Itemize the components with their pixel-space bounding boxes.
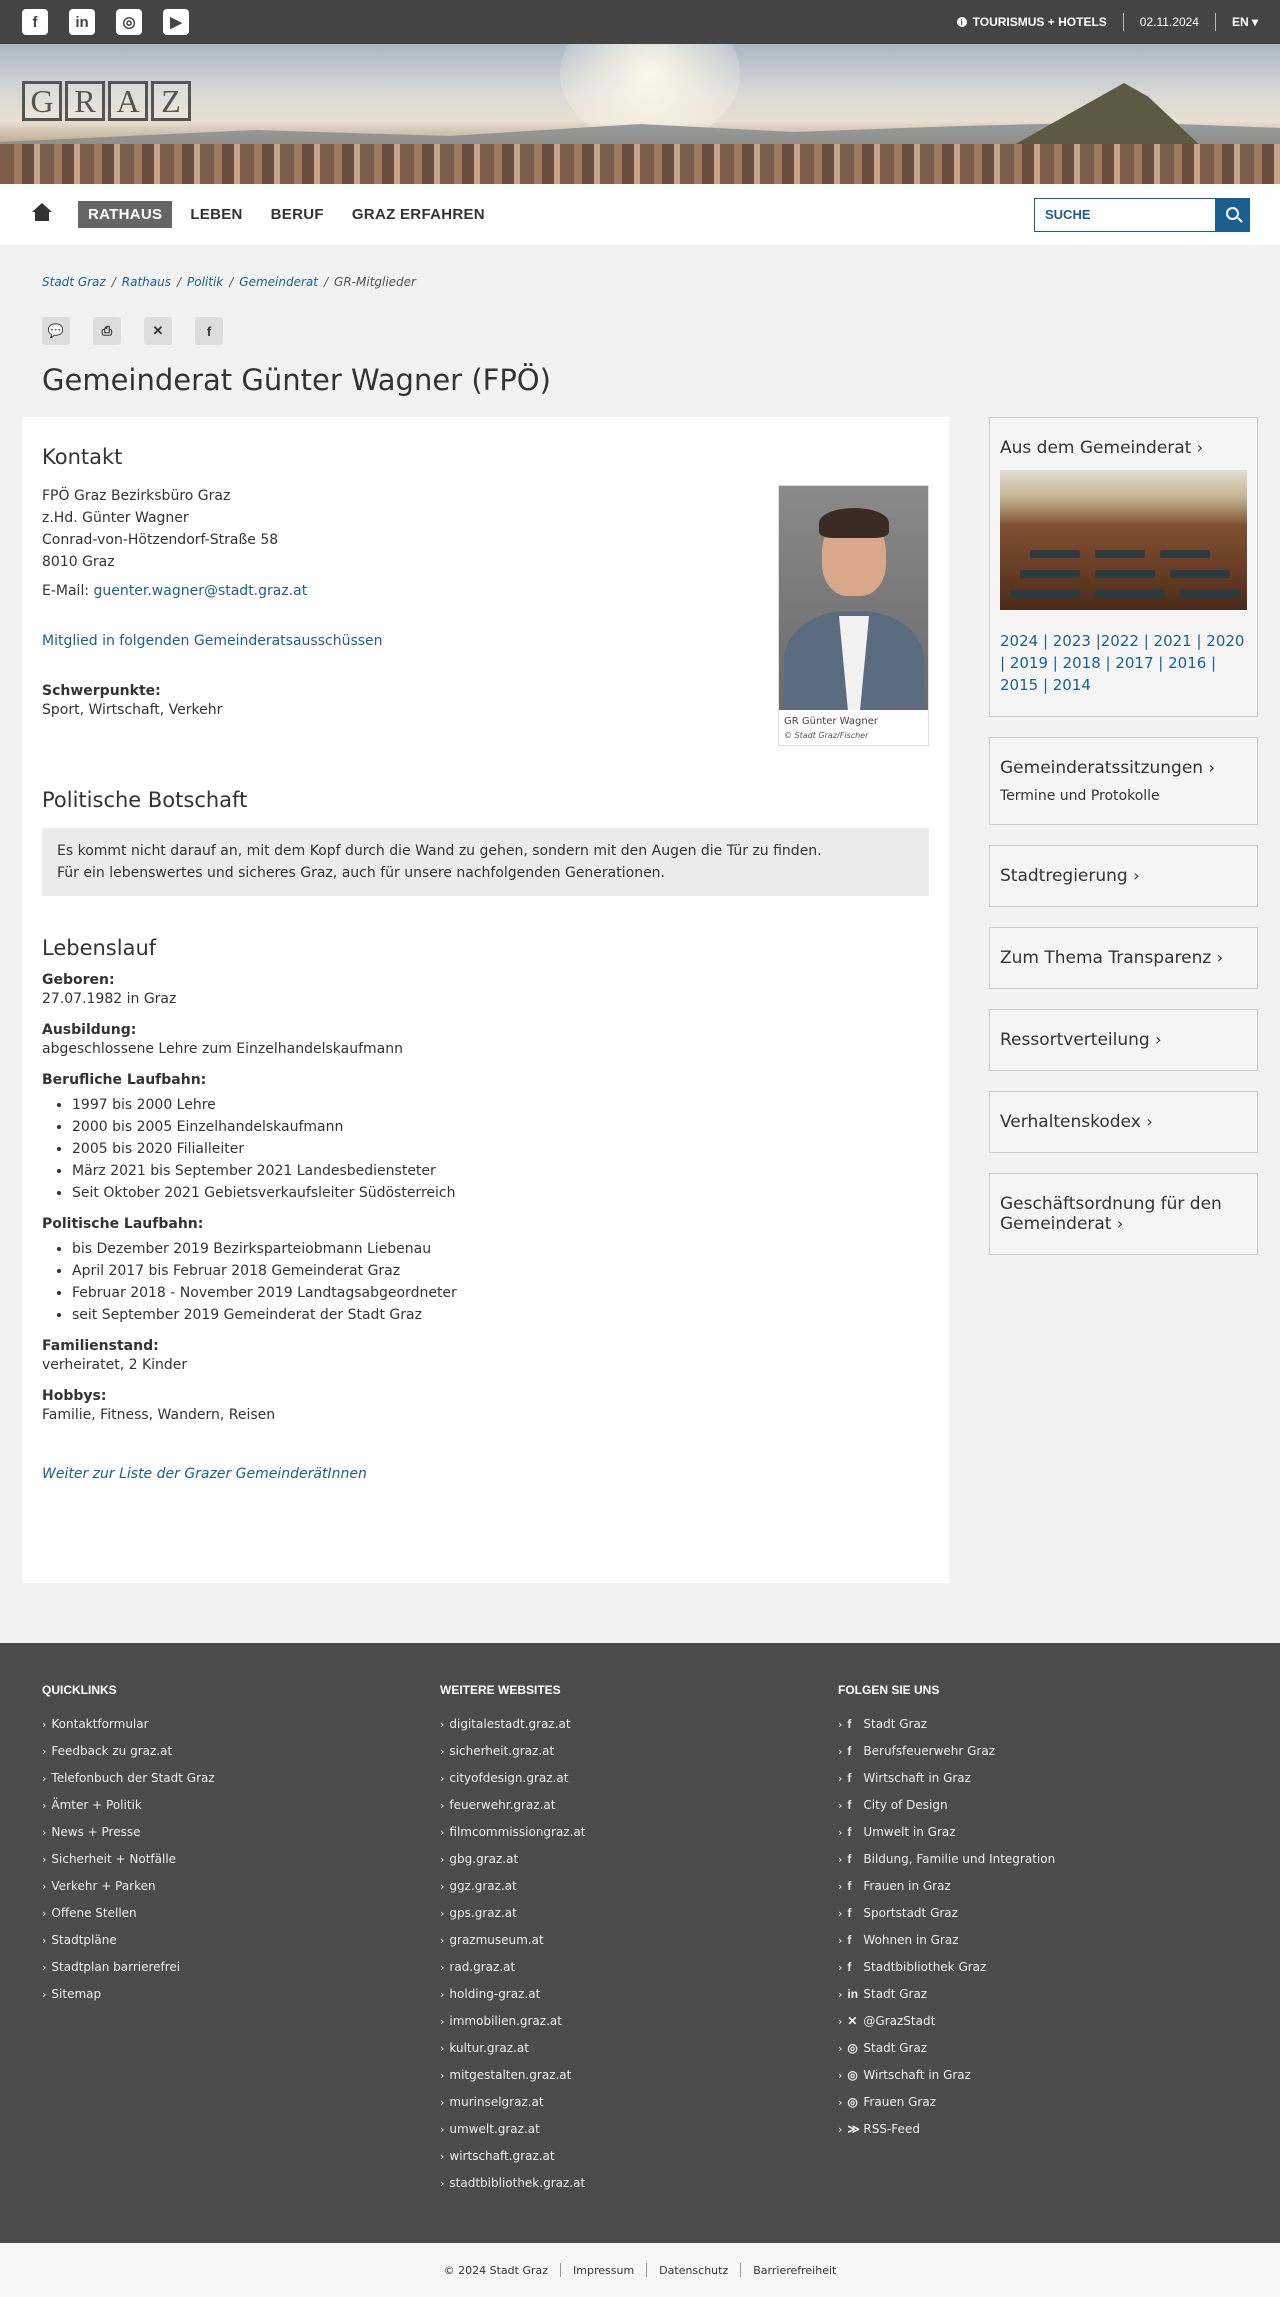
schwerpunkte-label: Schwerpunkte: <box>42 683 161 699</box>
footer-link-label: Wirtschaft in Graz <box>863 2068 971 2082</box>
sidebar <box>989 417 1258 1583</box>
footer-link[interactable] <box>42 1825 440 1852</box>
youtube-icon[interactable]: ▶ <box>163 9 189 35</box>
footer-link[interactable] <box>42 1798 440 1825</box>
footer-link-label: Wohnen in Graz <box>863 1933 959 1947</box>
chevron-right-icon: › <box>838 2015 843 2028</box>
footer-link-label: Telefonbuch der Stadt Graz <box>51 1771 215 1785</box>
footer-link-label: grazmuseum.at <box>449 1933 544 1947</box>
chevron-right-icon: › <box>42 1907 47 1920</box>
quote-line: Für ein lebenswertes und sicheres Graz, auch für unsere nachfolgenden Generationen. <box>57 865 666 881</box>
main-content <box>22 417 949 1583</box>
chevron-right-icon: › <box>440 2150 445 2163</box>
beruf-list <box>42 1094 929 1204</box>
twitter-icon[interactable]: ✕ <box>144 317 172 345</box>
email-label: E-Mail: <box>42 583 90 599</box>
list-item: • April 2017 bis Februar 2018 Gemeinderat Graz <box>72 1260 929 1282</box>
divider <box>1215 13 1216 31</box>
breadcrumb-stadt-graz[interactable]: Stadt Graz <box>42 275 106 289</box>
footer-quicklinks <box>42 1683 440 2203</box>
box-title: Geschäftsordnung für den Gemeinderat <box>1000 1194 1222 1234</box>
chevron-right-icon: › <box>1116 1214 1124 1233</box>
footer-link[interactable] <box>838 2014 1236 2041</box>
footer-heading: FOLGEN SIE UNS <box>838 1683 940 1697</box>
instagram-icon: ◎ <box>847 2041 858 2055</box>
footer-link-label: City of Design <box>863 1798 948 1812</box>
page-title: Gemeinderat Günter Wagner (FPÖ) <box>42 363 551 397</box>
footer-link-label: ggz.graz.at <box>449 1879 517 1893</box>
schwerpunkte-value: Sport, Wirtschaft, Verkehr <box>42 702 223 718</box>
footer-link-label: News + Presse <box>51 1825 141 1839</box>
chevron-right-icon: › <box>440 1853 445 1866</box>
footer-link-label: Stadtpläne <box>51 1933 117 1947</box>
footer-link-label: kultur.graz.at <box>449 2041 529 2055</box>
chevron-right-icon: › <box>42 1988 47 2001</box>
footer-link-label: sicherheit.graz.at <box>449 1744 555 1758</box>
logo-letter: R <box>65 81 105 121</box>
footer-link-label: filmcommissiongraz.at <box>449 1825 586 1839</box>
chevron-right-icon: › <box>42 1772 47 1785</box>
footer-link[interactable] <box>440 2014 838 2041</box>
footer-link-label: Stadt Graz <box>863 1987 928 2001</box>
list-item: • bis Dezember 2019 Bezirksparteiobmann Liebenau <box>72 1238 929 1260</box>
sidebar-box-gemeinderatssitzungen[interactable] <box>989 737 1258 825</box>
chevron-right-icon: › <box>440 1772 445 1785</box>
footer-link[interactable] <box>440 1933 838 1960</box>
familie-value: verheiratet, 2 Kinder <box>42 1357 188 1373</box>
chevron-right-icon: › <box>838 2123 843 2136</box>
facebook-icon: f <box>847 1906 852 1920</box>
footer-link-label: wirtschaft.graz.at <box>449 2149 555 2163</box>
footer-link[interactable] <box>838 1825 1236 1852</box>
footer-link[interactable] <box>838 1906 1236 1933</box>
box-title: Gemeinderatssitzungen <box>1000 758 1204 778</box>
footer-link-label: Umwelt in Graz <box>863 1825 956 1839</box>
search-form <box>1034 198 1250 232</box>
footer-link[interactable] <box>42 1744 440 1771</box>
aus-dem-gemeinderat-box <box>989 417 1258 717</box>
home-icon[interactable] <box>30 203 54 227</box>
chevron-right-icon: › <box>42 1745 47 1758</box>
footer-link[interactable] <box>440 1987 838 2014</box>
list-item: • März 2021 bis September 2021 Landesbediensteter <box>72 1160 929 1182</box>
facebook-icon: f <box>847 1960 852 1974</box>
copyright: © 2024 Stadt Graz <box>443 2263 549 2277</box>
footer-link-label: stadtbibliothek.graz.at <box>449 2176 586 2190</box>
comment-icon[interactable]: 💬 <box>42 317 70 345</box>
nav-leben[interactable]: LEBEN <box>190 206 243 223</box>
chevron-right-icon: › <box>440 1988 445 2001</box>
sidebar-box-geschaeftsordnung[interactable] <box>989 1173 1258 1255</box>
box-title: Zum Thema Transparenz <box>1000 948 1212 968</box>
chevron-right-icon: › <box>838 1853 843 1866</box>
facebook-icon: f <box>847 1852 852 1866</box>
chevron-right-icon: › <box>838 1988 843 2001</box>
footer-link-label: Bildung, Familie und Integration <box>863 1852 1056 1866</box>
current-date: 02.11.2024 <box>1139 15 1199 29</box>
sidebar-box-transparenz[interactable] <box>989 927 1258 989</box>
chevron-right-icon: › <box>1216 948 1224 967</box>
footer-link[interactable] <box>440 1717 838 1744</box>
linkedin-icon: in <box>847 1987 859 2001</box>
chevron-right-icon: › <box>1133 866 1140 885</box>
botschaft-quote <box>42 828 929 896</box>
footer-link[interactable] <box>440 2176 838 2203</box>
chevron-right-icon: › <box>838 1826 843 1839</box>
chevron-right-icon: › <box>42 1826 47 1839</box>
footer-link-label: Sitemap <box>51 1987 102 2001</box>
facebook-icon: f <box>847 1717 852 1731</box>
footer-link[interactable] <box>440 1852 838 1879</box>
chevron-right-icon: › <box>42 1961 47 1974</box>
footer-link-label: feuerwehr.graz.at <box>449 1798 556 1812</box>
chevron-right-icon: › <box>838 1934 843 1947</box>
nav-beruf[interactable]: BERUF <box>270 206 324 223</box>
footer-link[interactable] <box>440 2041 838 2068</box>
facebook-icon: f <box>847 1879 852 1893</box>
chevron-right-icon: › <box>440 1718 445 1731</box>
rss-icon: ≫ <box>847 2122 860 2136</box>
chevron-right-icon: › <box>1196 438 1204 457</box>
footer-link[interactable] <box>838 1879 1236 1906</box>
hobbys-value: Familie, Fitness, Wandern, Reisen <box>42 1407 276 1423</box>
breadcrumb-politik[interactable]: Politik <box>187 275 224 289</box>
chevron-right-icon: › <box>440 1961 445 1974</box>
chevron-right-icon: › <box>838 1907 843 1920</box>
footer-link[interactable] <box>42 1717 440 1744</box>
lebenslauf-heading: Lebenslauf <box>42 936 157 960</box>
chevron-right-icon: › <box>440 2123 445 2136</box>
footer-link-label: mitgestalten.graz.at <box>449 2068 572 2082</box>
facebook-icon[interactable]: f <box>195 317 223 345</box>
chevron-right-icon: › <box>838 2042 843 2055</box>
lebenslauf-section <box>42 936 929 1482</box>
divider <box>1123 13 1124 31</box>
footer-link[interactable] <box>838 1771 1236 1798</box>
sidebar-box-stadtregierung[interactable] <box>989 845 1258 907</box>
chevron-right-icon: › <box>838 2069 843 2082</box>
chevron-right-icon: › <box>440 1907 445 1920</box>
chevron-right-icon: › <box>1208 758 1215 777</box>
facebook-icon: f <box>847 1933 852 1947</box>
footer-link-label: Feedback zu graz.at <box>51 1744 173 1758</box>
beruf-label: Berufliche Laufbahn: <box>42 1072 207 1088</box>
logo-letter: Z <box>151 81 191 121</box>
facebook-icon: f <box>847 1771 852 1785</box>
footer-link[interactable] <box>42 1879 440 1906</box>
footer-link-label: Stadt Graz <box>863 2041 928 2055</box>
top-bar <box>0 0 1280 44</box>
footer-link-label: cityofdesign.graz.at <box>449 1771 569 1785</box>
footer-link[interactable] <box>440 2095 838 2122</box>
email-row <box>42 583 383 599</box>
instagram-icon: ◎ <box>847 2068 858 2082</box>
barrierefreiheit-link[interactable]: Barrierefreiheit <box>753 2263 837 2277</box>
instagram-icon: ◎ <box>847 2095 858 2109</box>
footer-link-label: immobilien.graz.at <box>449 2014 562 2028</box>
footer-link[interactable] <box>838 1717 1236 1744</box>
address-line: 8010 Graz <box>42 554 115 570</box>
list-item: • 2000 bis 2005 Einzelhandelskaufmann <box>72 1116 929 1138</box>
ausbildung-label: Ausbildung: <box>42 1022 137 1038</box>
graz-logo[interactable] <box>22 81 191 121</box>
chevron-right-icon: › <box>440 1934 445 1947</box>
tourismus-label: TOURISMUS + HOTELS <box>972 15 1107 29</box>
city-skyline <box>0 144 1280 184</box>
top-right <box>957 13 1258 31</box>
footer-heading: WEITERE WEBSITES <box>440 1683 561 1697</box>
box-title: Stadtregierung <box>1000 866 1128 886</box>
footer-link[interactable] <box>42 1852 440 1879</box>
geboren-label: Geboren: <box>42 972 115 988</box>
list-item: • Seit Oktober 2021 Gebietsverkaufsleiter Südösterreich <box>72 1182 929 1204</box>
search-input[interactable] <box>1034 198 1216 232</box>
footer-link-label: Ämter + Politik <box>51 1798 142 1812</box>
politik-label: Politische Laufbahn: <box>42 1216 204 1232</box>
sidebar-box-ressortverteilung[interactable] <box>989 1009 1258 1071</box>
footer-link-label: umwelt.graz.at <box>449 2122 540 2136</box>
footer-link-label: holding-graz.at <box>449 1987 541 2001</box>
chevron-right-icon: › <box>42 1934 47 1947</box>
footer-link-label: gbg.graz.at <box>449 1852 519 1866</box>
footer-link-label: RSS-Feed <box>863 2122 920 2136</box>
ausbildung-value: abgeschlossene Lehre zum Einzelhandelskaufmann <box>42 1041 403 1057</box>
chevron-right-icon: › <box>42 1799 47 1812</box>
chevron-right-icon: › <box>838 1772 843 1785</box>
facebook-icon: f <box>847 1744 852 1758</box>
chevron-right-icon: › <box>1146 1112 1153 1131</box>
footer-link[interactable] <box>838 1852 1236 1879</box>
footer-link-label: Stadtplan barrierefrei <box>51 1960 181 1974</box>
info-icon: i <box>957 17 967 27</box>
footer-link[interactable] <box>838 2068 1236 2095</box>
nav-rathaus[interactable]: RATHAUS <box>78 201 172 228</box>
portrait-image <box>779 486 928 710</box>
list-item: • Februar 2018 - November 2019 Landtagsabgeordneter <box>72 1282 929 1304</box>
chevron-right-icon: › <box>440 1880 445 1893</box>
footer-link[interactable] <box>838 2122 1236 2149</box>
aus-dem-gemeinderat-link[interactable] <box>1000 438 1247 458</box>
footer-link-label: Frauen in Graz <box>863 1879 951 1893</box>
list-item: • seit September 2019 Gemeinderat der Stadt Graz <box>72 1304 929 1326</box>
footer-link[interactable] <box>838 2041 1236 2068</box>
tourismus-link[interactable] <box>957 15 1107 29</box>
language-selector[interactable]: EN ▾ <box>1231 15 1258 29</box>
chevron-right-icon: › <box>838 1799 843 1812</box>
kontakt-heading: Kontakt <box>42 445 123 469</box>
box-title: Aus dem Gemeinderat <box>1000 438 1192 458</box>
footer-websites <box>440 1683 838 2203</box>
footer-link[interactable] <box>440 2068 838 2095</box>
footer-link[interactable] <box>440 1798 838 1825</box>
footer-link-label: Berufsfeuerwehr Graz <box>863 1744 996 1758</box>
footer-link-label: Sicherheit + Notfälle <box>51 1852 177 1866</box>
chevron-right-icon: › <box>440 2042 445 2055</box>
email-link[interactable]: guenter.wagner@stadt.graz.at <box>93 583 308 599</box>
breadcrumb: Stadt Graz / Rathaus / Politik / Gemeinderat / GR-Mitglieder <box>42 275 416 289</box>
footer-link[interactable] <box>440 1744 838 1771</box>
photo-caption: GR Günter Wagner <box>784 716 878 727</box>
footer-link[interactable] <box>838 1744 1236 1771</box>
facebook-icon: f <box>847 1798 852 1812</box>
quote-line: Es kommt nicht darauf an, mit dem Kopf durch die Wand zu gehen, sondern mit den Augen die Tür zu finden. <box>57 843 822 859</box>
chevron-right-icon: › <box>42 1718 47 1731</box>
footer-link[interactable] <box>440 1906 838 1933</box>
footer-link-label: Stadt Graz <box>863 1717 928 1731</box>
logo-letter: A <box>108 81 148 121</box>
hobbys-label: Hobbys: <box>42 1388 107 1404</box>
bottom-bar <box>0 2243 1280 2297</box>
sidebar-box-verhaltenskodex[interactable] <box>989 1091 1258 1153</box>
chevron-right-icon: › <box>440 1799 445 1812</box>
logo-letter: G <box>22 81 62 121</box>
photo-copyright: © Stadt Graz/Fischer <box>784 731 869 740</box>
address-line: z.Hd. Günter Wagner <box>42 510 189 526</box>
breadcrumb-gemeinderat[interactable]: Gemeinderat <box>239 275 318 289</box>
footer-link[interactable] <box>42 1906 440 1933</box>
footer-link[interactable] <box>838 1798 1236 1825</box>
footer-link-label: Verkehr + Parken <box>51 1879 156 1893</box>
twitter-icon: ✕ <box>847 2014 858 2028</box>
geboren-value: 27.07.1982 in Graz <box>42 991 177 1007</box>
address-line: FPÖ Graz Bezirksbüro Graz <box>42 488 231 504</box>
footer-heading: QUICKLINKS <box>42 1683 117 1697</box>
footer-link-label: Sportstadt Graz <box>863 1906 958 1920</box>
address-line: Conrad-von-Hötzendorf-Straße 58 <box>42 532 279 548</box>
footer-link-label: rad.graz.at <box>449 1960 516 1974</box>
breadcrumb-rathaus[interactable]: Rathaus <box>121 275 171 289</box>
chevron-right-icon: › <box>838 1745 843 1758</box>
politik-list <box>42 1238 929 1326</box>
footer-link[interactable] <box>440 2122 838 2149</box>
box-title: Verhaltenskodex <box>1000 1112 1141 1132</box>
impressum-link[interactable]: Impressum <box>573 2263 635 2277</box>
portrait-photo <box>778 485 929 746</box>
chevron-right-icon: › <box>838 1718 843 1731</box>
print-icon[interactable]: ⎙ <box>93 317 121 345</box>
share-tools <box>0 297 1280 345</box>
footer-link[interactable] <box>440 2149 838 2176</box>
footer <box>0 1643 1280 2243</box>
breadcrumb-current: GR-Mitglieder <box>334 275 416 289</box>
footer-link-label: Stadtbibliothek Graz <box>863 1960 987 1974</box>
footer-link-label: Kontaktformular <box>51 1717 149 1731</box>
linkedin-icon[interactable]: in <box>69 9 95 35</box>
list-item: • 2005 bis 2020 Filialleiter <box>72 1138 929 1160</box>
footer-link[interactable] <box>838 2095 1236 2122</box>
year-links[interactable]: 2024 | 2023 |2022 | 2021 | 2020 | 2019 | 2018 | 2017 | 2016 | 2015 | 2014 <box>1000 632 1245 694</box>
instagram-icon[interactable]: ◎ <box>116 9 142 35</box>
chevron-right-icon: › <box>838 2096 843 2109</box>
datenschutz-link[interactable]: Datenschutz <box>659 2263 729 2277</box>
footer-link[interactable] <box>440 1960 838 1987</box>
main-nav <box>0 184 1280 245</box>
footer-link-label: gps.graz.at <box>449 1906 517 1920</box>
chevron-right-icon: › <box>440 2096 445 2109</box>
footer-link[interactable] <box>42 1933 440 1960</box>
box-subtitle: Termine und Protokolle <box>1000 788 1160 804</box>
facebook-icon[interactable]: f <box>22 9 48 35</box>
footer-follow <box>838 1683 1236 2203</box>
footer-link[interactable] <box>440 1825 838 1852</box>
gemeinderaete-list-link[interactable]: Weiter zur Liste der Grazer GemeinderätInnen <box>42 1466 367 1482</box>
search-icon[interactable] <box>1216 198 1250 232</box>
footer-link[interactable] <box>440 1879 838 1906</box>
chevron-right-icon: › <box>440 2015 445 2028</box>
box-title: Ressortverteilung <box>1000 1030 1150 1050</box>
nav-graz-erfahren[interactable]: GRAZ ERFAHREN <box>351 206 485 223</box>
footer-link[interactable] <box>42 1960 440 1987</box>
familie-label: Familienstand: <box>42 1338 159 1354</box>
botschaft-heading: Politische Botschaft <box>42 788 248 812</box>
chevron-right-icon: › <box>838 1880 843 1893</box>
chevron-right-icon: › <box>1155 1030 1162 1049</box>
chevron-right-icon: › <box>440 2069 445 2082</box>
chevron-right-icon: › <box>440 1826 445 1839</box>
hero-banner <box>0 44 1280 184</box>
chevron-right-icon: › <box>440 1745 445 1758</box>
footer-link-label: digitalestadt.graz.at <box>449 1717 571 1731</box>
footer-link[interactable] <box>838 1933 1236 1960</box>
footer-link-label: Wirtschaft in Graz <box>863 1771 971 1785</box>
facebook-icon: f <box>847 1825 852 1839</box>
footer-link-label: Frauen Graz <box>863 2095 937 2109</box>
footer-link-label: @GrazStadt <box>863 2014 936 2028</box>
chevron-right-icon: › <box>440 2177 445 2190</box>
chevron-right-icon: › <box>42 1880 47 1893</box>
list-item: • 1997 bis 2000 Lehre <box>72 1094 929 1116</box>
ausschuss-link[interactable]: Mitglied in folgenden Gemeinderatsausschüssen <box>42 633 383 649</box>
chevron-right-icon: › <box>42 1853 47 1866</box>
footer-link-label: Offene Stellen <box>51 1906 137 1920</box>
footer-link[interactable] <box>440 1771 838 1798</box>
social-links <box>22 9 189 35</box>
council-chamber-image[interactable] <box>1000 470 1247 610</box>
footer-link[interactable] <box>42 1987 440 2014</box>
footer-link[interactable] <box>838 1960 1236 1987</box>
footer-link-label: murinselgraz.at <box>449 2095 544 2109</box>
footer-link[interactable] <box>42 1771 440 1798</box>
footer-link[interactable] <box>838 1987 1236 2014</box>
chevron-right-icon: › <box>838 1961 843 1974</box>
